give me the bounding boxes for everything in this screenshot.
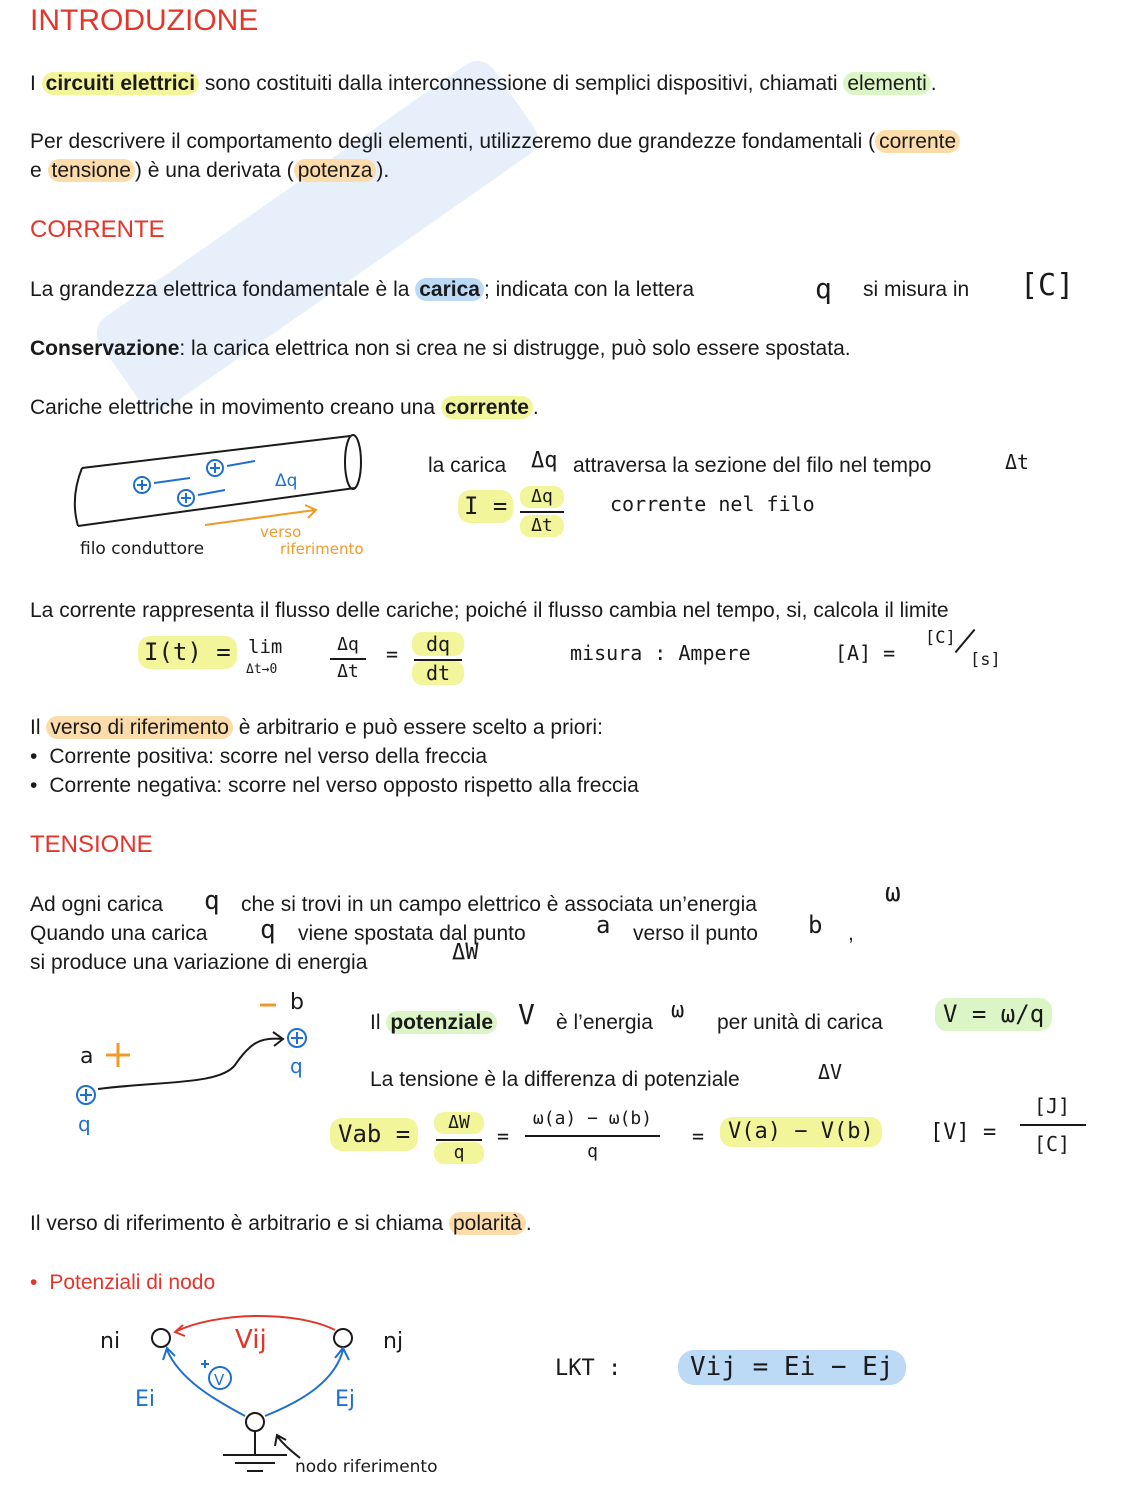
bullet-text: Corrente negativa: scorre nel verso opposto rispetto alla freccia bbox=[49, 774, 639, 797]
verso-arrow-icon bbox=[205, 505, 316, 525]
formula-current-lhs: I = bbox=[458, 490, 513, 523]
bullet-text: Corrente positiva: scorre nel verso della freccia bbox=[49, 745, 488, 768]
wire-label: filo conduttore bbox=[80, 539, 205, 559]
wire-left-end bbox=[75, 468, 82, 526]
intro-paragraph-2-line-2 bbox=[30, 158, 389, 183]
charge-group bbox=[134, 460, 255, 506]
text: I bbox=[30, 72, 42, 95]
bullet-item bbox=[30, 744, 487, 769]
fraction-bar bbox=[1020, 1124, 1086, 1126]
unit-volt-num: [J] bbox=[1033, 1094, 1071, 1118]
bullet-text: Potenziali di nodo bbox=[49, 1271, 216, 1294]
unit-ampere-den: [s] bbox=[970, 650, 1001, 670]
intro-paragraph-1 bbox=[30, 71, 937, 96]
intro-paragraph-2-line-1 bbox=[30, 129, 960, 154]
corrente-paragraph-5: La corrente rappresenta il flusso delle cariche; poiché il flusso cambia nel tempo, si, calcola il limite bbox=[30, 599, 949, 622]
section-title-tensione: TENSIONE bbox=[30, 831, 153, 858]
text: . bbox=[525, 1212, 532, 1235]
unit-coulomb: [C] bbox=[1020, 268, 1075, 303]
text-variazione-energia: si produce una variazione di energia bbox=[30, 951, 368, 974]
ref-node-icon bbox=[246, 1413, 264, 1431]
ej-label: Ej bbox=[335, 1387, 356, 1412]
text-misura-ampere: misura : Ampere bbox=[570, 641, 751, 665]
text-e-lenergia: è l’energia bbox=[556, 1011, 653, 1034]
highlight-carica: carica bbox=[415, 278, 484, 301]
formula-it-lhs: I(t) = bbox=[138, 636, 237, 669]
path-arrow-icon bbox=[98, 1032, 283, 1089]
text: Il bbox=[370, 1011, 387, 1034]
text: . bbox=[532, 396, 539, 419]
text: Cariche elettriche in movimento creano una bbox=[30, 396, 441, 419]
symbol-delta-w: ΔW bbox=[452, 940, 479, 965]
node-i-icon bbox=[152, 1329, 170, 1347]
formula-lim: lim bbox=[248, 636, 283, 658]
symbol-q: q bbox=[260, 915, 276, 945]
unit-volt-den: [C] bbox=[1033, 1132, 1071, 1156]
bullet-icon: • bbox=[30, 745, 38, 768]
wire-cross-section bbox=[345, 435, 361, 489]
highlight-potenza: potenza bbox=[294, 159, 377, 182]
corrente-paragraph-2 bbox=[30, 336, 851, 361]
text-la-carica: la carica bbox=[428, 454, 507, 477]
corrente-paragraph-3 bbox=[30, 395, 539, 420]
formula-it-num2: dq bbox=[412, 632, 464, 656]
formula-vab-num2: ω(a) − ω(b) bbox=[532, 1108, 653, 1129]
fraction-bar bbox=[436, 1139, 482, 1141]
symbol-omega: ω bbox=[671, 998, 685, 1023]
formula-vab-lhs: Vab = bbox=[330, 1118, 418, 1151]
charge-q-label: q bbox=[78, 1112, 91, 1135]
text-campo-elettrico: che si trovi in un campo elettrico è associata un’energia bbox=[241, 893, 757, 916]
note-corrente-nel-filo: corrente nel filo bbox=[610, 492, 815, 516]
fraction-bar bbox=[525, 1135, 660, 1137]
lkt-formula: Vij = Ei − Ej bbox=[678, 1350, 906, 1385]
formula-it-num1: Δq bbox=[337, 634, 359, 655]
ei-arrow-icon bbox=[163, 1348, 245, 1416]
bullet-item bbox=[30, 773, 639, 798]
highlight-corrente-bold: corrente bbox=[441, 396, 533, 419]
section-title-corrente: CORRENTE bbox=[30, 216, 165, 243]
formula-vab-eq2: = bbox=[692, 1124, 705, 1148]
text-comma: , bbox=[848, 922, 854, 945]
text-tensione-differenza: La tensione è la differenza di potenziale bbox=[370, 1068, 740, 1091]
text: La grandezza elettrica fondamentale è la bbox=[30, 278, 416, 301]
highlight-potenziale: potenziale bbox=[386, 1011, 497, 1034]
unit-ampere-num: [C] bbox=[925, 628, 956, 648]
vij-label: Vij bbox=[235, 1325, 267, 1355]
charge-arrow-icon bbox=[198, 490, 225, 495]
node-i-label: ni bbox=[100, 1329, 121, 1354]
charge-arrow-icon bbox=[227, 461, 255, 466]
highlight-elementi: elementi bbox=[843, 72, 930, 95]
node-potential-diagram bbox=[95, 1310, 475, 1490]
plus-sign-icon bbox=[201, 1360, 209, 1368]
text-ad-ogni-carica: Ad ogni carica bbox=[30, 893, 164, 916]
wire-dq-label: Δq bbox=[275, 471, 298, 491]
bullet-icon: • bbox=[30, 774, 38, 797]
fraction-bar bbox=[520, 511, 564, 513]
text: ). bbox=[376, 159, 390, 182]
symbol-v: V bbox=[518, 998, 535, 1031]
text: : la carica elettrica non si crea ne si distrugge, può solo essere spostata. bbox=[179, 337, 851, 360]
highlight-verso-di-riferimento: verso di riferimento bbox=[46, 716, 233, 739]
formula-it-den2: dt bbox=[412, 661, 464, 685]
unit-volt-lhs: [V] = bbox=[930, 1120, 997, 1145]
formula-vab-num: ΔW bbox=[434, 1112, 484, 1134]
bold-conservazione: Conservazione bbox=[30, 337, 180, 360]
highlight-corrente: corrente bbox=[875, 130, 960, 153]
lkt-label: LKT : bbox=[555, 1356, 622, 1381]
charge-q-label: q bbox=[290, 1054, 303, 1078]
highlight-polarita: polarità bbox=[449, 1212, 526, 1235]
charge-path-diagram bbox=[70, 985, 330, 1135]
section-title-introduzione: INTRODUZIONE bbox=[30, 4, 259, 37]
symbol-b: b bbox=[808, 911, 823, 939]
corrente-paragraph-1 bbox=[30, 277, 694, 302]
highlight-tensione: tensione bbox=[48, 159, 135, 182]
text: e bbox=[30, 159, 48, 182]
formula-potenziale: V = ω/q bbox=[935, 998, 1052, 1031]
symbol-q: q bbox=[204, 886, 220, 916]
ref-node-label: nodo riferimento bbox=[295, 1457, 438, 1477]
riferimento-label: riferimento bbox=[280, 540, 364, 558]
formula-current-num: Δq bbox=[520, 486, 564, 508]
tensione-paragraph-polarita bbox=[30, 1211, 532, 1236]
text: sono costituiti dalla interconnessione di semplici dispositivi, chiamati bbox=[199, 72, 844, 95]
symbol-delta-v: ΔV bbox=[818, 1060, 843, 1084]
text: ) è una derivata ( bbox=[134, 159, 294, 182]
symbol-dq: Δq bbox=[531, 448, 558, 473]
symbol-q: q bbox=[815, 272, 832, 305]
text-si-misura: si misura in bbox=[863, 278, 970, 301]
text-per-unita: per unità di carica bbox=[717, 1011, 883, 1034]
text-attraversa: attraversa la sezione del filo nel tempo bbox=[573, 454, 932, 477]
node-j-label: nj bbox=[383, 1329, 404, 1354]
fraction-bar bbox=[330, 658, 366, 660]
text-quando-una-carica: Quando una carica bbox=[30, 922, 208, 945]
formula-it-eq: = bbox=[386, 642, 399, 666]
text-verso-il-punto: verso il punto bbox=[633, 922, 758, 945]
bullet-icon: • bbox=[30, 1271, 38, 1294]
text: ; indicata con la lettera bbox=[483, 278, 695, 301]
formula-current-den: Δt bbox=[520, 515, 564, 537]
point-b-label: b bbox=[290, 990, 304, 1015]
plus-sign-icon bbox=[106, 1043, 130, 1067]
node-j-icon bbox=[334, 1329, 352, 1347]
bullet-potenziali-di-nodo bbox=[30, 1270, 215, 1295]
verso-label: verso bbox=[260, 523, 302, 541]
source-v-label: V bbox=[214, 1371, 225, 1389]
ei-label: Ei bbox=[135, 1387, 156, 1412]
text: . bbox=[930, 72, 937, 95]
highlight-circuiti-elettrici: circuiti elettrici bbox=[42, 72, 199, 95]
formula-lim-sub: Δt→0 bbox=[246, 662, 278, 677]
formula-vab-rhs: V(a) − V(b) bbox=[720, 1117, 882, 1147]
formula-vab-den: q bbox=[434, 1142, 484, 1164]
wire-diagram bbox=[70, 428, 400, 568]
text: Il bbox=[30, 716, 47, 739]
charge-arrow-icon bbox=[154, 478, 190, 483]
corrente-paragraph-6 bbox=[30, 715, 603, 740]
symbol-dt: Δt bbox=[1005, 450, 1030, 474]
symbol-a: a bbox=[596, 911, 611, 939]
symbol-omega: ω bbox=[885, 878, 901, 908]
formula-vab-eq1: = bbox=[497, 1124, 510, 1148]
text: Il verso di riferimento è arbitrario e si chiama bbox=[30, 1212, 449, 1235]
text-viene-spostata: viene spostata dal punto bbox=[298, 922, 526, 945]
formula-it-den1: Δt bbox=[337, 661, 359, 682]
unit-ampere-lhs: [A] = bbox=[835, 641, 896, 665]
text: Per descrivere il comportamento degli elementi, utilizzeremo due grandezze fondamentali ( bbox=[30, 130, 876, 153]
text: è arbitrario e può essere scelto a priori: bbox=[232, 716, 603, 739]
formula-vab-den2: q bbox=[587, 1141, 598, 1162]
point-a-label: a bbox=[80, 1044, 94, 1069]
potenziale-paragraph bbox=[370, 1010, 497, 1035]
